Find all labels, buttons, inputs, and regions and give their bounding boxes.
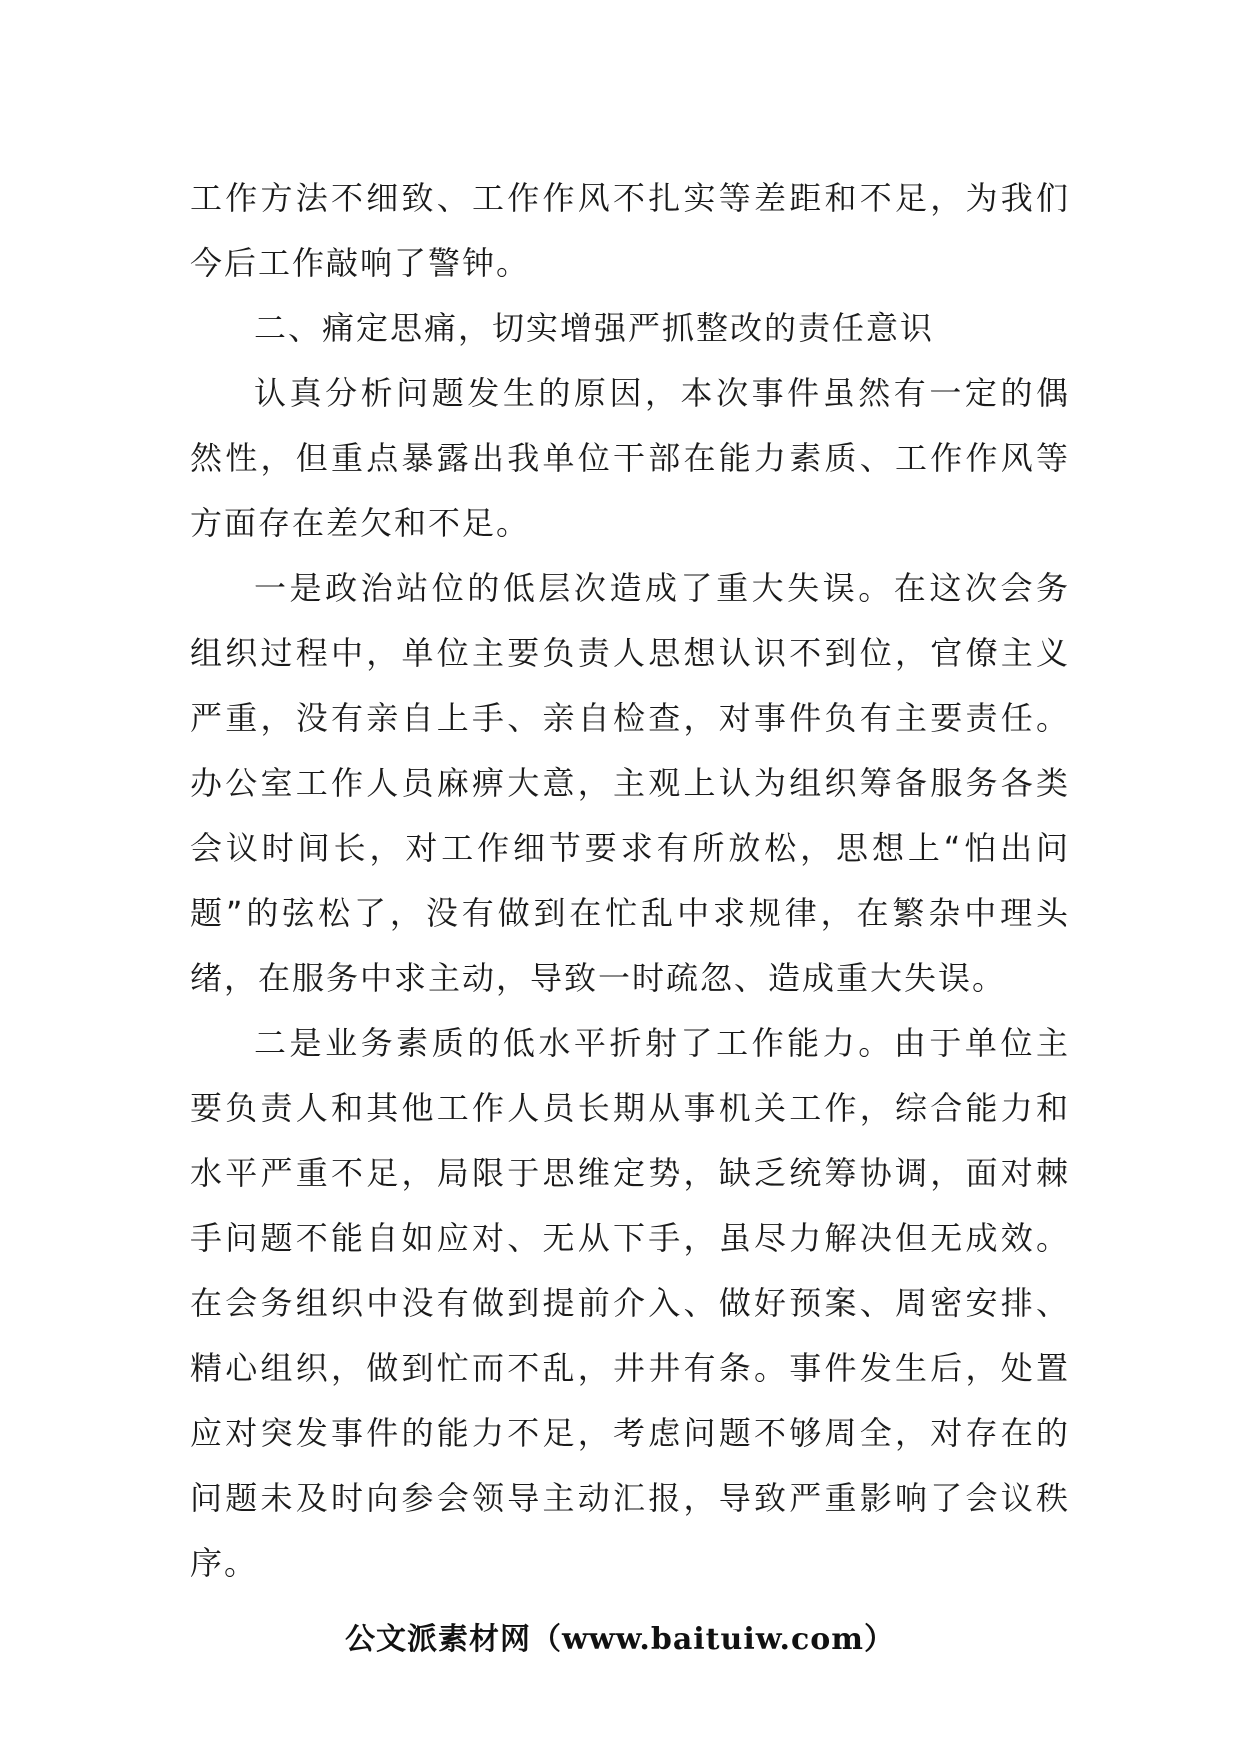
text-line: 在会务组织中没有做到提前介入、做好预案、周密安排、 (190, 1284, 1070, 1322)
text-line: 水平严重不足，局限于思维定势，缺乏统筹协调，面对棘 (190, 1154, 1070, 1192)
text-line: 要负责人和其他工作人员长期从事机关工作，综合能力和 (190, 1089, 1070, 1127)
watermark-footer: 公文派素材网（www.baituiw.com） (344, 1622, 896, 1657)
text-line: 今后工作敲响了警钟。 (190, 244, 531, 282)
text-line: 应对突发事件的能力不足，考虑问题不够周全，对存在的 (190, 1414, 1070, 1452)
paragraph-intro (190, 166, 1070, 296)
section-heading: 二、痛定思痛，切实增强严抓整改的责任意识 (254, 309, 935, 347)
text-line: 绪，在服务中求主动，导致一时疏忽、造成重大失误。 (190, 959, 1007, 997)
paragraph-political-stance (190, 556, 1070, 1011)
paragraph-cause (190, 361, 1070, 556)
text-line: 方面存在差欠和不足。 (190, 504, 531, 542)
text-line: 二是业务素质的低水平折射了工作能力。由于单位主 (254, 1024, 1070, 1062)
paragraph-professional-quality (190, 1011, 1070, 1596)
text-line: 手问题不能自如应对、无从下手，虽尽力解决但无成效。 (190, 1219, 1070, 1257)
text-line: 序。 (190, 1544, 259, 1582)
text-line: 会议时间长，对工作细节要求有所放松，思想上“怕出问 (190, 829, 1070, 867)
text-line: 工作方法不细致、工作作风不扎实等差距和不足，为我们 (190, 179, 1070, 217)
text-line: 组织过程中，单位主要负责人思想认识不到位，官僚主义 (190, 634, 1070, 672)
text-line: 办公室工作人员麻痹大意，主观上认为组织筹备服务各类 (190, 764, 1070, 802)
text-line: 问题未及时向参会领导主动汇报，导致严重影响了会议秩 (190, 1479, 1070, 1517)
document-body (190, 166, 1070, 1596)
text-line: 一是政治站位的低层次造成了重大失误。在这次会务 (254, 569, 1070, 607)
text-line: 然性，但重点暴露出我单位干部在能力素质、工作作风等 (190, 439, 1070, 477)
text-line: 精心组织，做到忙而不乱，井井有条。事件发生后，处置 (190, 1349, 1070, 1387)
text-line: 严重，没有亲自上手、亲自检查，对事件负有主要责任。 (190, 699, 1070, 737)
text-line: 题”的弦松了，没有做到在忙乱中求规律，在繁杂中理头 (190, 894, 1070, 932)
text-line: 认真分析问题发生的原因，本次事件虽然有一定的偶 (254, 374, 1070, 412)
